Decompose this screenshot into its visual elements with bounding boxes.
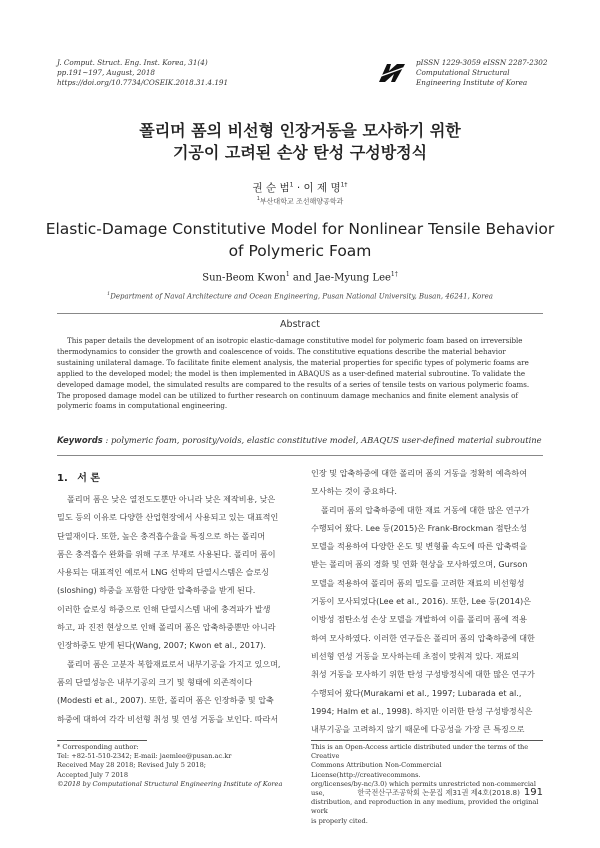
footnote-rule-right [311, 740, 543, 741]
korean-authors [0, 180, 600, 195]
journal-citation [57, 58, 228, 88]
page-footer [357, 787, 543, 798]
title-line: Elastic-Damage Constitutive Model for Nonlinear Tensile Behavior [45, 220, 555, 238]
title-line: 폴리머 폼의 비선형 인장거동을 모사하기 위한 [139, 121, 461, 140]
issn-line: pISSN 1229-3059 eISSN 2287-2302 [416, 58, 548, 67]
body-line: 수행되어 왔다(Murakami et al., 1997; Lubarada et al., [311, 687, 522, 698]
english-authors [0, 271, 600, 283]
footnote-line: ©2018 by Computational Structural Engineering Institute of Korea [57, 779, 283, 788]
body-line: 폴리머 폼은 고분자 복합재료로서 내부기공을 가지고 있으며, [67, 658, 281, 669]
left-column [57, 490, 289, 728]
abstract-body [57, 336, 543, 412]
body-line: 이방성 점탄소성 손상 모델을 개발하여 이를 폴리머 폼에 적용 [311, 614, 528, 625]
footnote-line: is properly cited. [311, 816, 368, 825]
footnote-left [57, 743, 289, 789]
body-line: 수행되어 왔다. Lee 등(2015)은 Frank-Brockman 점탄소성 [311, 522, 528, 533]
body-line: 모델을 적용하여 폴리머 폼의 밀도를 고려한 재료의 비선형성 [311, 577, 525, 588]
body-line: 폴리머 폼은 낮은 열전도도뿐만 아니라 낮은 제작비용, 낮은 [67, 494, 276, 504]
body-line: 내부기공을 고려하지 않기 때문에 다공성을 가장 큰 특징으로 [311, 724, 525, 735]
body-line: 단열재이다. 또한, 높은 충격흡수율을 특징으로 하는 폴리머 [57, 530, 266, 541]
right-column [311, 464, 543, 738]
body-line: 폴리머 폼의 압축하중에 대한 재료 거동에 대한 많은 연구가 [321, 504, 530, 515]
keywords-separator: : [102, 435, 111, 445]
body-line: 하중에 대하여 각각 비선형 취성 및 연성 거동을 보인다. 따라서 [57, 713, 279, 724]
english-title [0, 218, 600, 262]
body-line: 사용되는 대표적인 예로서 LNG 선박의 단열시스템은 슬로싱 [57, 567, 270, 578]
body-line: 모델을 적용하여 다양한 온도 및 변형률 속도에 따른 압축력을 [311, 541, 528, 552]
author-sup: 1† [340, 181, 348, 189]
footer-journal: 한국전산구조공학회 논문집 제31권 제4호(2018.8) [357, 788, 520, 797]
body-line: 비선형 연성 거동을 모사하는데 초점이 맞춰져 있다. 재료의 [311, 650, 520, 661]
footnote-line: Accepted July 7 2018 [57, 770, 129, 779]
footnote-right [311, 743, 543, 826]
footnote-line: Commons Attribution Non-Commercial License(http://creativecommons. [311, 761, 442, 779]
coseik-logo-icon [377, 62, 407, 84]
author-separator: and [289, 272, 315, 284]
publisher-line: Computational Structural [416, 68, 510, 77]
section-number: 1. [57, 473, 68, 484]
section-heading [57, 469, 100, 484]
keywords-bottom-rule [57, 455, 543, 456]
author-name: 이 제 명 [303, 182, 341, 194]
body-line: 밀도 등의 이유로 다양한 산업현장에서 사용되고 있는 대표적인 [57, 512, 279, 523]
body-line: 받는 폴리머 폼의 경화 및 연화 현상을 모사하였으며, Gurson [311, 559, 528, 570]
body-line: 하여 모사하였다. 이러한 연구들은 폴리머 폼의 압축하중에 대한 [311, 632, 535, 643]
korean-affiliation [0, 196, 600, 206]
author-sup: 1 [289, 181, 294, 189]
author-sup: 1 [285, 271, 290, 278]
citation-line: pp.191~197, August, 2018 [57, 68, 156, 77]
abstract-line: This paper details the development of an isotropic elastic-damage constitutive model for polymeric foam based on irreversible [67, 336, 523, 345]
author-separator: · [293, 182, 304, 194]
publisher-line: Engineering Institute of Korea [416, 78, 528, 87]
keywords-label: Keywords [57, 435, 103, 445]
title-line: 기공이 고려된 손상 탄성 구성방정식 [172, 143, 428, 162]
abstract-top-rule [57, 313, 543, 314]
abstract-line: applied to the developed model; the model is then implemented in ABAQUS as a user-defined material subroutine. To validate the [57, 368, 526, 378]
footnote-rule-left [57, 740, 147, 741]
author-name: 권 순 범 [252, 182, 290, 194]
abstract-heading: Abstract [280, 319, 320, 330]
abstract-line: The proposed damage model can be utilized to further research on continuum damage mechanics and finite element analysis of [57, 390, 518, 400]
body-line: 인장 및 압축하중에 대한 폴리머 폼의 거동을 정확히 예측하여 [311, 468, 528, 478]
affiliation-text: Department of Naval Architecture and Ocean Engineering, Pusan National University, Busan, 46241, Korea [110, 292, 493, 301]
abstract-line: developed damage model, the simulated results are compared to the results of a series of tensile tests on various polymeric foams. [57, 379, 530, 389]
body-line: 인장하중도 받게 된다(Wang, 2007; Kwon et al., 2017). [57, 640, 266, 651]
korean-title [0, 120, 600, 164]
body-line: (sloshing) 하중을 포함한 다양한 압축하중을 받게 된다. [57, 585, 256, 596]
abstract-line: sustaining unilateral damage. To facilitate finite element analysis, the material properties for specific types of polymeric foams are [57, 357, 529, 367]
abstract-line: thermodynamics to consider the growth and coalescence of voids. The constitutive equations describe the material behavior [57, 346, 506, 356]
footnote-line: distribution, and reproduction in any medium, provided the original work [311, 798, 539, 816]
body-line: (Modesti et al., 2007). 또한, 폴리머 폼은 인장하중 및 압축 [57, 695, 274, 706]
body-line: 이러한 슬로싱 하중으로 인해 단열시스템 내에 충격파가 발생 [57, 603, 271, 614]
affiliation-sup: 1 [107, 291, 111, 297]
issn-block [416, 58, 547, 88]
footnote-line: Tel: +82-51-510-2342; E-mail: jaemlee@pusan.ac.kr [57, 752, 232, 761]
abstract-line: polymeric foams in computational engineering. [57, 401, 228, 411]
footnote-line: This is an Open-Access article distributed under the terms of the Creative [311, 743, 529, 761]
page-number: 191 [523, 787, 543, 798]
body-line: 거동이 모사되었다(Lee et al., 2016). 또한, Lee 등(2014)은 [311, 596, 531, 607]
body-line: 취성 거동을 모사하기 위한 탄성 구성방정식에 대한 많은 연구가 [311, 669, 535, 680]
citation-line: J. Comput. Struct. Eng. Inst. Korea, 31(4) [57, 58, 208, 67]
footnote-line: org/licenses/by-nc/3.0) which permits unrestricted non-commercial use, [311, 779, 536, 798]
affiliation-sup: 1 [256, 196, 260, 202]
affiliation-text: 부산대학교 조선해양공학과 [259, 197, 344, 206]
doi-link[interactable]: https://doi.org/10.7734/COSEIK.2018.31.4.191 [57, 78, 229, 87]
keywords-text: polymeric foam, porosity/voids, elastic constitutive model, ABAQUS user-defined material subroutine [110, 435, 542, 445]
body-line: 폼은 충격흡수 완화를 위해 구조 부재로 사용된다. 폴리머 폼이 [57, 548, 276, 559]
body-line: 모사하는 것이 중요하다. [311, 486, 397, 497]
footnote-line: * Corresponding author: [57, 743, 139, 751]
keywords [57, 435, 543, 445]
body-line: 1994; Halm et al., 1998). 하지만 이러한 탄성 구성방정식은 [311, 705, 533, 716]
author-sup: 1† [390, 271, 398, 278]
section-title: 서 론 [77, 473, 101, 484]
title-line: of Polymeric Foam [228, 242, 372, 260]
author-name: Jae-Myung Lee [314, 272, 391, 284]
body-line: 폼의 단열성능은 내부기공의 크기 및 형태에 의존적이다 [57, 676, 253, 687]
english-affiliation [0, 291, 600, 300]
footnote-line: Received May 28 2018; Revised July 5 2018; [57, 761, 207, 770]
author-name: Sun-Beom Kwon [202, 272, 286, 284]
body-line: 하고, 파 진전 현상으로 인해 폴리머 폼은 압축하중뿐만 아니라 [57, 622, 276, 633]
